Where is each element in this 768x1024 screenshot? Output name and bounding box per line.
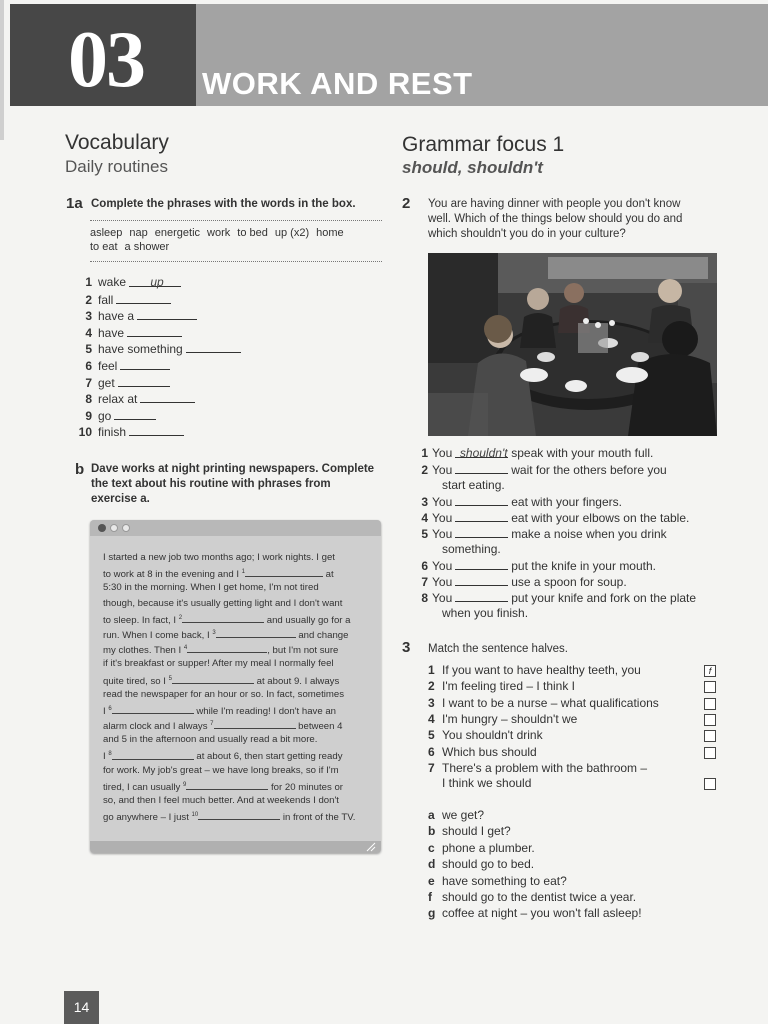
half-item [428,679,575,693]
word-box-item: energetic [154,227,201,239]
instruction-line: well. Which of the things below should you do and [428,213,683,225]
gap-number: 4 [183,645,188,652]
sentence-text: eat with your fingers. [511,495,622,509]
answer-box[interactable] [704,778,716,790]
text-segment: tired, I can usually [103,782,183,793]
gap-number: 7 [210,721,214,728]
sentence-continuation: start eating. [442,478,505,492]
sentence-item [418,526,667,541]
ending-letter: d [428,857,436,872]
phrase-text: have a [98,309,135,324]
text-line [103,596,367,611]
gap-blank[interactable] [245,567,323,577]
ending-letter: e [428,873,435,888]
phrase-text: feel [98,359,118,373]
page-edge [0,0,4,140]
text-segment: and usually go for a [264,614,351,626]
text-line [103,747,367,762]
gap-blank[interactable] [216,628,296,638]
ending-text: should I get? [442,824,511,839]
phrase-number: 5 [85,342,92,357]
phrase-blank[interactable] [118,375,170,387]
text-segment: go anywhere – I just [103,812,192,824]
text-segment: for 20 minutes or [268,782,343,793]
text-line [103,717,367,732]
phrase-blank[interactable] [129,424,184,436]
text-segment: while I'm reading! I don't have an [193,706,337,718]
text-segment: alarm clock and I always [103,721,211,733]
gap-blank[interactable] [182,613,264,623]
text-line [103,580,367,595]
phrase-text: have [98,325,125,340]
half-text: I'm hungry – shouldn't we [442,711,578,726]
phrase-item [76,341,241,356]
window-dot-icon [98,524,106,532]
half-text: I'm feeling tired – I think I [442,679,576,694]
phrase-text: go [98,408,112,423]
ending-item [428,808,484,822]
phrase-blank[interactable]: up [129,275,181,287]
page-number: 14 [64,991,99,1024]
phrase-item [76,292,171,307]
text-segment: I started a new job two months ago; I work nights. I get [103,552,335,563]
resize-grip-icon [365,842,377,852]
text-line [103,656,367,671]
sentence-blank[interactable] [455,494,508,506]
half-text: I want to be a nurse – what qualifications [442,695,659,710]
text-line [103,550,367,565]
word-box-item: home [316,227,344,239]
phrase-item [76,391,195,406]
text-line [103,687,367,702]
answer-box[interactable] [704,714,716,726]
unit-number: 03 [68,16,144,104]
sentence-number: 5 [421,527,428,541]
exercise-2-instruction [428,197,682,242]
phrase-blank[interactable] [116,292,171,304]
half-item [428,712,577,726]
sentence-text: make a noise when you drink [511,527,667,541]
text-segment: my clothes. Then I [103,645,184,657]
phrase-item [76,358,170,373]
text-segment: 5:30 in the morning. When I get home, I'm not tired [103,582,319,594]
text-segment: to work at 8 in the evening and I [103,569,242,581]
gap-blank[interactable] [187,643,267,653]
ending-text: we get? [442,808,485,822]
gap-blank[interactable] [172,674,254,684]
sentence-number: 7 [421,575,428,589]
text-segment: , but I'm not sure [267,645,339,657]
exercise-3-number: 3 [402,639,411,656]
sentence-subject: You [432,463,453,477]
sentence-number: 3 [421,495,428,509]
sentence-number: 8 [421,591,428,605]
answer-box[interactable] [704,730,716,742]
gap-blank[interactable] [214,719,296,729]
answer-box[interactable] [704,681,716,693]
text-panel [90,520,381,853]
text-line [103,763,367,778]
gap-number: 10 [191,812,199,819]
sentence-blank[interactable] [455,590,508,602]
text-line [103,732,367,747]
gap-number: 6 [108,705,112,712]
exercise-1a-number: 1a [66,195,83,212]
phrase-number: 8 [85,392,92,407]
word-box-item: nap [129,227,148,239]
sentence-item [418,558,656,573]
sentence-item [418,590,696,605]
phrase-number: 2 [85,292,92,307]
sentence-subject: You [432,575,453,589]
text-segment: if it's breakfast or supper! After my meal I normally feel [103,658,334,670]
half-item [428,696,659,710]
ending-letter: a [428,808,435,822]
phrase-blank[interactable] [140,391,195,403]
phrase-text: wake [98,275,127,289]
word-box-item: to eat [90,241,118,253]
ending-letter: f [428,890,432,904]
phrase-text: relax at [98,392,138,407]
text-segment: quite tired, so I [103,675,169,687]
unit-header [10,4,768,106]
phrase-item [76,375,170,390]
gap-number: 5 [168,675,172,682]
phrase-text: fall [98,292,114,307]
grammar-heading: Grammar focus 1 [402,133,565,156]
phrase-blank[interactable] [186,341,241,353]
ending-item [428,874,567,888]
gap-number: 9 [183,781,187,788]
text-segment: so, and then I feel much better. And at weekends I don't [103,795,339,806]
instruction-line: exercise a. [91,493,150,505]
instruction-line: You are having dinner with people you don't know [428,198,681,210]
phrase-number: 3 [85,309,92,324]
answer-box[interactable] [704,698,716,710]
phrase-item [76,275,181,289]
text-line [103,611,367,626]
sentence-blank[interactable] [455,510,508,522]
dinner-table-photo [428,253,717,436]
text-segment: and 5 in the afternoon and usually read a bit more. [103,734,318,746]
half-number: 4 [428,711,435,726]
word-box-item: asleep [90,227,123,239]
instruction-line: which shouldn't you do in your culture? [428,228,626,240]
text-segment: at about 9. I always [253,675,340,687]
phrase-item [76,325,182,340]
ending-text: coffee at night – you won't fall asleep! [442,906,642,921]
text-line [103,672,367,687]
text-segment: for work. My job's great – we have long breaks, so if I'm [103,764,339,776]
dave-routine-text [103,550,367,823]
sentence-text: put the knife in your mouth. [511,559,656,573]
text-segment: I [103,706,109,718]
half-number: 1 [428,663,435,677]
answer-box[interactable]: f [704,665,716,677]
instruction-line: Dave works at night printing newspapers. Complete [91,463,375,475]
window-dot-icon [110,524,118,532]
gap-number: 3 [212,629,216,636]
ending-text: phone a plumber. [442,840,535,855]
sentence-number: 6 [421,559,428,573]
half-text: You shouldn't drink [442,728,543,743]
ending-letter: b [428,824,436,839]
text-segment: at [323,569,334,581]
gap-number: 8 [108,751,112,758]
sentence-number: 4 [421,511,428,525]
phrase-blank[interactable] [127,325,182,337]
grammar-subheading: should, shouldn't [402,158,543,177]
word-box-line-2 [90,240,382,254]
gap-number: 1 [241,569,246,576]
text-line [103,626,367,641]
ending-letter: c [428,840,435,855]
exercise-1b-number: b [75,461,85,478]
answer-box[interactable] [704,747,716,759]
text-line [103,793,367,808]
ending-letter: g [428,906,436,921]
sentence-text: use a spoon for soup. [511,575,627,589]
gap-number: 2 [178,614,183,621]
ending-text: should go to bed. [442,857,535,872]
phrase-blank[interactable] [137,308,197,320]
ending-item [428,906,642,920]
half-text: If you want to have healthy teeth, you [442,663,641,677]
text-line [103,808,367,823]
gap-blank[interactable] [112,704,194,714]
text-line [103,702,367,717]
gap-blank[interactable] [186,780,268,790]
sentence-item [418,462,667,477]
phrase-text: get [98,375,115,390]
text-segment: in front of the TV. [280,812,356,824]
ending-item [428,890,636,904]
sentence-item [418,494,622,509]
phrase-number: 6 [85,359,92,373]
text-line [103,565,367,580]
text-line [103,778,367,793]
half-text: Which bus should [442,744,537,759]
text-segment: though, because it's usually getting light and I don't want [103,597,343,609]
instruction-line: the text about his routine with phrases from [91,478,331,490]
sentence-subject: You [432,511,453,525]
exercise-2-number: 2 [402,195,411,212]
half-item [428,745,537,759]
window-dot-icon [122,524,130,532]
text-segment: between 4 [295,721,343,733]
ending-item [428,857,534,871]
sentence-number: 1 [421,446,428,460]
text-segment: and change [295,630,349,642]
sentence-subject: You [432,527,453,541]
word-box-item: work [207,227,231,239]
half-number: 5 [428,728,435,743]
phrase-item [76,424,184,439]
phrase-number: 1 [85,275,92,289]
word-box-line-1 [90,226,382,240]
text-segment: at about 6, then start getting ready [193,751,343,763]
sentence-item [418,446,653,460]
word-box [90,220,382,262]
sentence-blank[interactable] [455,462,508,474]
text-segment: read the newspaper for an hour or so. In fact, sometimes [103,688,345,700]
text-segment: to sleep. In fact, I [103,614,179,626]
ending-item [428,841,535,855]
sentence-subject: You [432,495,453,509]
sentence-subject: You [432,446,453,460]
half-number: 3 [428,695,435,710]
ending-text: should go to the dentist twice a year. [442,890,637,904]
exercise-1b-instruction [91,462,374,507]
ending-item [428,824,511,838]
half-text: There's a problem with the bathroom – [442,760,648,775]
phrase-number: 9 [85,408,92,423]
exercise-3-instruction: Match the sentence halves. [428,643,568,655]
panel-titlebar [90,520,381,536]
sentence-blank[interactable] [455,574,508,586]
panel-footer [90,841,381,853]
word-box-item: up (x2) [274,227,310,239]
sentence-text: put your knife and fork on the plate [511,591,697,605]
sentence-text: speak with your mouth full. [511,446,654,460]
phrase-blank[interactable] [120,358,170,370]
sentence-continuation: when you finish. [442,606,529,620]
sentence-blank[interactable]: shouldn't [455,446,508,458]
half-number: 2 [428,679,435,694]
sentence-subject: You [432,559,453,573]
phrase-blank[interactable] [114,408,156,420]
phrase-text: finish [98,425,127,440]
half-number: 6 [428,744,435,759]
sentence-number: 2 [421,463,428,477]
half-item [428,663,641,677]
sentence-blank[interactable] [455,526,508,538]
unit-title: WORK AND REST [202,66,473,101]
sentence-blank[interactable] [455,558,508,570]
text-line [103,641,367,656]
text-segment: run. When I come back, I [103,630,213,642]
sentence-text: wait for the others before you [511,463,667,477]
gap-blank[interactable] [112,750,194,760]
text-segment: I [103,751,109,763]
phrase-number: 10 [78,425,92,440]
sentence-text: eat with your elbows on the table. [511,511,690,525]
word-box-item: to bed [237,227,268,239]
vocabulary-heading: Vocabulary [65,131,169,154]
phrase-item [76,408,156,423]
ending-text: have something to eat? [442,873,567,888]
half-item [428,728,543,742]
phrase-number: 7 [85,375,92,390]
sentence-item [418,574,627,589]
sentence-subject: You [432,591,453,605]
sentence-continuation: something. [442,542,501,556]
phrase-text: have something [98,342,183,357]
gap-blank[interactable] [198,810,280,820]
half-number: 7 [428,760,435,775]
phrase-number: 4 [85,325,92,340]
half-item [428,761,647,775]
sentence-item [418,510,689,525]
word-box-item: a shower [124,241,170,253]
half-continuation: I think we should [442,775,532,790]
phrase-item [76,308,197,323]
vocabulary-subheading: Daily routines [65,157,168,176]
exercise-1a-instruction: Complete the phrases with the words in the box. [91,198,356,210]
